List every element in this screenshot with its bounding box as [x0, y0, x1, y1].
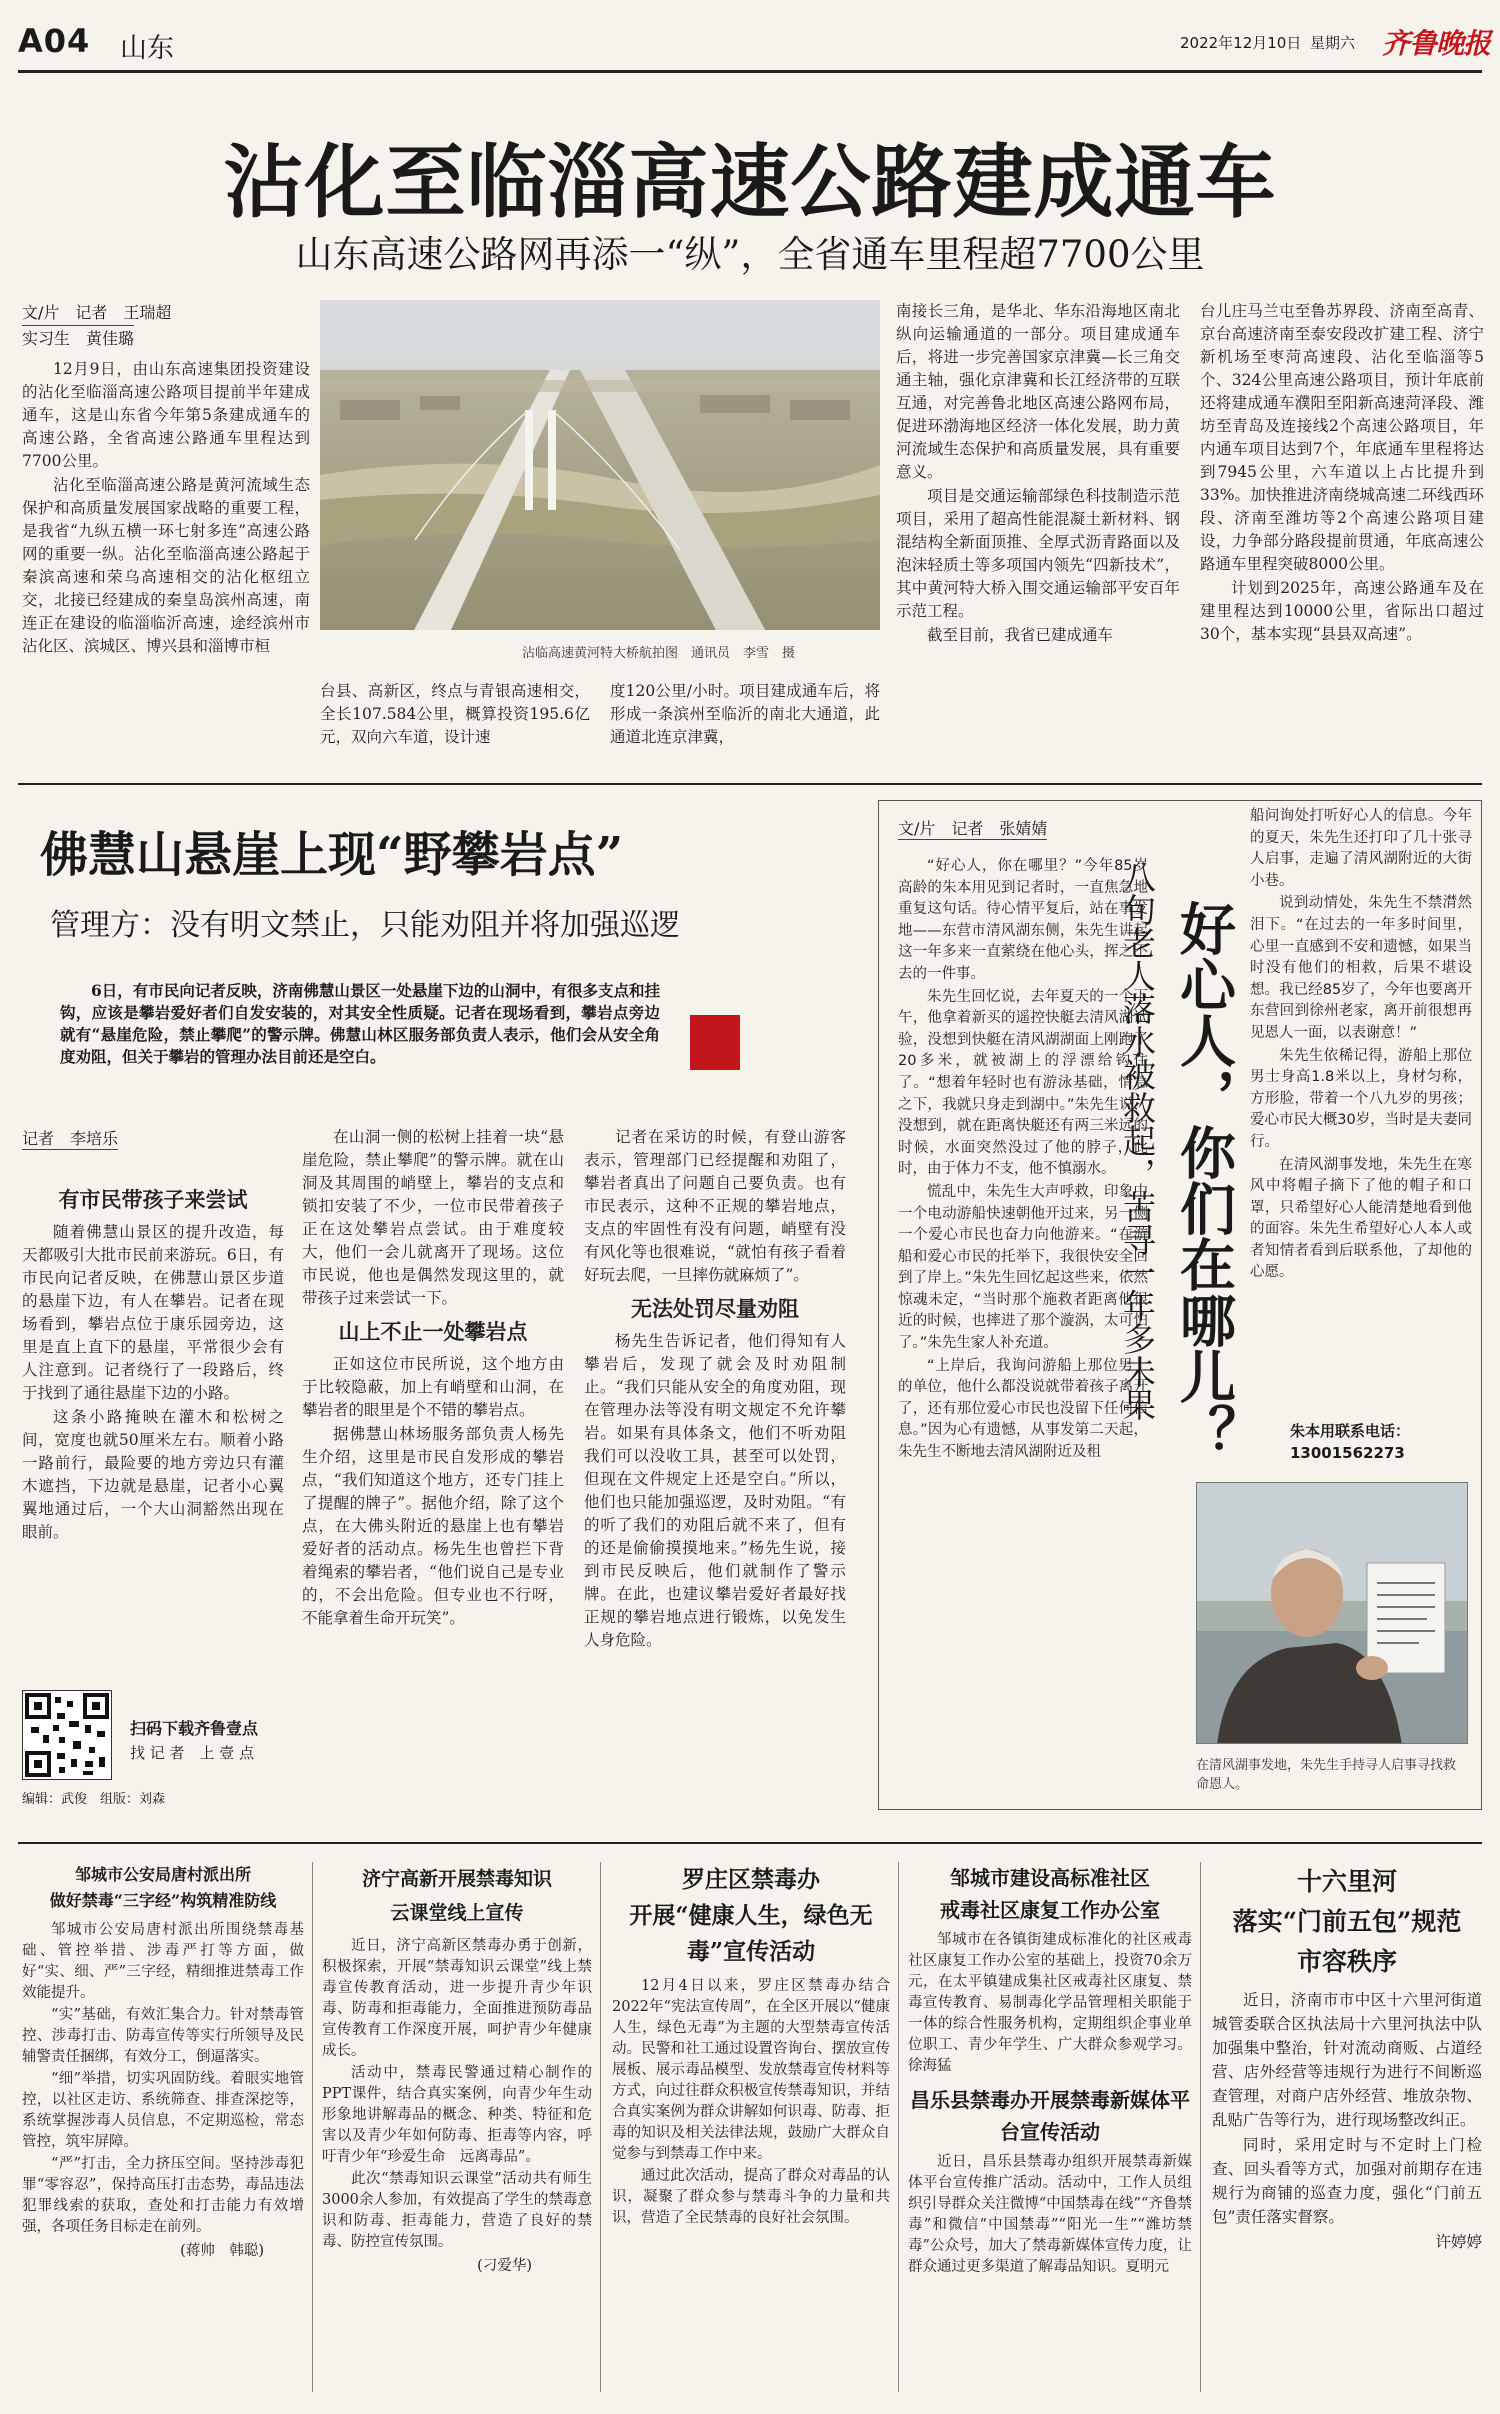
qr-subtitle: 找 记 者 上 壹 点 [130, 1744, 255, 1762]
cliff-red-box [690, 1015, 740, 1070]
qr-code[interactable] [22, 1690, 112, 1780]
brief-1-author: (蒋帅 韩聪) [180, 2243, 264, 2259]
goodman-col-3: 船问询处打听好心人的信息。今年的夏天，朱先生还打印了几十张寻人启事，走遍了清风湖附近的大街小巷。 说到动情处，朱先生不禁潸然泪下。“在过去的一年多时间里，心里一直感到不安和遗憾，如果当时没有他们的相救，后果不堪设想。我已经85岁了，今年也要离开东营回到徐州老家，离开前很想再见恩人一面，以表谢意！” 朱先生依稀记得，游船上那位男士身高1.8米以上，身材匀称，方形脸，带着一个八九岁的男孩；爱心市民大概30岁，当时是夫妻同行。 在清风湖事发地，朱先生在寒风中将帽子摘下了他的帽子和口罩，只希望好心人能清楚地看到他的面容。朱先生希望好心人本人或者知情者看到后联系他，了却他的心愿。 [1250, 808, 1472, 1281]
brief-4-title: 戒毒社区康复工作办公室 [940, 1898, 1160, 1922]
cliff-col-3: 记者在采访的时候，有登山游客表示，管理部门已经提醒和劝阻了，攀岩者真出了问题自己要负责。也有市民表示，这种不正规的攀岩地点，支点的牢固性有没有问题，峭壁有没有风化等也很难说，“就怕有孩子看着好玩去爬，一旦摔伤就麻烦了”。 无法处罚尽量劝阻 杨先生告诉记者，他们得知有人攀岩后，发现了就会及时劝阻制止。“我们只能从安全的角度劝阻，现在管理办法等没有明文规定不允许攀岩。如果有具体条文，他们不听劝阻我们可以没收工具，甚至可以处罚，但现在文件规定上还是空白。”所以，他们也只能加强巡逻，及时劝阻。“有的听了我们的劝阻后就不来了，但有的还是偷偷摸摸地来。”杨先生说，接到市民反映后，他们就制作了警示牌。在此，也建议攀岩爱好者最好找正规的攀岩地点进行锻炼，以免发生人身危险。 [584, 1128, 846, 1649]
brief-1: 邹城市公安局唐村派出所 做好禁毒“三字经”构筑精准防线 邹城市公安局唐村派出所围绕禁毒基础、管控举措、涉毒严打等方面，做好“实、细、严”三字经，精细推进禁毒工作效能提升。 “实”基础，有效汇集合力。针对禁毒管控、涉毒打击、防毒宣传等实行所领导及民辅警责任捆绑，有效分工，倒逼落实。 “细”举措，切实巩固防线。着眼实地管控，以社区走访、系统筛查、排查深挖等，系统掌握涉毒人员信息，不定期巡检，常态管控，筑牢屏障。 “严”打击，全力挤压空间。坚持涉毒犯罪“零容忍”，保持高压打击态势，毒品违法犯罪线索的获取，查处和打击能力有效增强，各项任务目标走在前列。 (蒋帅 韩聪) [22, 1862, 304, 2392]
cliff-col-2: 在山洞一侧的松树上挂着一块“悬崖危险，禁止攀爬”的警示牌。就在山洞及其周围的峭壁上，攀岩的支点和锁扣安装了不少，一位市民带着孩子正在这处攀岩点尝试。由于难度较大，他们一会儿就离开了现场。这位市民说，他也是偶然发现这里的，就带孩子过来尝试一下。 山上不止一处攀岩点 正如这位市民所说，这个地方由于比较隐蔽，加上有峭壁和山洞，在攀岩者的眼里是个不错的攀岩点。 据佛慧山林场服务部负责人杨先生介绍，这里是市民自发形成的攀岩点，“我们知道这个地方，还专门挂上了提醒的牌子”。据他介绍，除了这个点，在大佛头附近的悬崖上也有攀岩爱好者的活动点。杨先生也曾拦下背着绳索的攀岩者，“他们说自己是专业的，不会出危险。但专业也不行呀，不能拿着生命开玩笑”。 [302, 1128, 564, 1627]
brief-6-title: 落实“门前五包”规范市容秩序 [1232, 1907, 1462, 1976]
qr-title: 扫码下载齐鲁壹点 [130, 1719, 259, 1738]
goodman-byline: 文/片 记者 张婧婧 [898, 816, 1047, 840]
goodman-col-1: “好心人，你在哪里？”今年85岁高龄的朱本用见到记者时，一直焦急地重复这句话。待心情平复后，站在事发地——东营市清风湖东侧，朱先生讲起这一年多来一直萦绕在他心头，挥之不去的一件事。 朱先生回忆说，去年夏天的一个下午，他拿着新买的遥控快艇去清风湖试验，没想到快艇在清风湖湖面上刚跑了20多米，就被湖上的浮漂给钩住了。“想着年轻时也有游泳基础，情急之下，我就只身走到湖中。”朱先生说，没想到，就在距离快艇还有两三米远的时候，水面突然没过了他的脖子，此时，由于体力不支，他不慎溺水。 慌乱中，朱先生大声呼救，印象中一个电动游船快速朝他开过来，另一侧一个爱心市民也奋力向他游来。“在游船和爱心市民的托举下，我很快安全回到了岸上。”朱先生回忆起这些来，依然惊魂未定，“当时那个施救者距离他很近的时候，也摔进了那个漩涡，太可怕了。”朱先生家人补充道。 “上岸后，我询问游船上那位男士的单位，他什么都没说就带着孩子离开了，还有那位爱心市民也没留下任何信息。”因为心有遗憾，从事发第二天起，朱先生不断地去清风湖附近及租 [898, 858, 1148, 1461]
brief-4-kicker: 邹城市建设高标准社区 [950, 1866, 1150, 1890]
header-rule [18, 70, 1482, 73]
brief-6-author: 许婷婷 [1435, 2233, 1482, 2251]
cliff-summary: 6日，有市民向记者反映，济南佛慧山景区一处悬崖下边的山洞中，有很多支点和挂钩，应该是攀岩爱好者们自发安装的，对其安全性质疑。记者在现场看到，攀岩点旁边就有“悬崖危险，禁止攀爬”的警示牌。佛慧山林区服务部负责人表示，他们会从安全角度劝阻，但关于攀岩的管理办法目前还是空白。 [60, 981, 660, 1066]
lead-col-5: 台儿庄马兰屯至鲁苏界段、济南至高青、京台高速济南至泰安段改扩建工程、济宁新机场至枣菏高速段、沾化至临淄等5个、324公里高速公路项目，预计年底前还将建成通车濮阳至阳新高速菏泽段、潍坊至青岛及连接线2个高速公路项目，年内通车项目达到7个，年底通车里程将达到7945公里，六车道以上占比提升到33%。加快推进济南绕城高速二环线西环段、济南至潍坊等2个高速公路项目建设，力争部分路段提前贯通，年底高速公路通车里程突破8000公里。 计划到2025年，高速公路通车及在建里程达到10000公里，省际出口超过30个，基本实现“县县双高速”。 [1200, 302, 1484, 643]
lead-bottom-rule [18, 783, 1482, 785]
lead-col-1: 12月9日，由山东高速集团投资建设的沾化至临淄高速公路项目提前半年建成通车，这是山东省今年第5条建成通车的高速公路，全省高速公路通车里程达到7700公里。 沾化至临淄高速公路是黄河流域生态保护和高质量发展国家战略的重要工程，是我省“九纵五横一环七射多连”高速公路网的重要一纵。沾化至临淄高速公路起于秦滨高速和荣乌高速相交的沾化枢纽立交，北接已经建成的秦皇岛滨州高速，南连正在建设的临淄临沂高速，途经滨州市沾化区、滨城区、博兴县和淄博市桓 [22, 360, 310, 655]
bridge-photo-caption: 沾临高速黄河特大桥航拍图 通讯员 李雪 摄 [522, 646, 796, 661]
brief-2-author: (刁爱华) [477, 2258, 532, 2274]
brief-divider-3 [898, 1862, 899, 2392]
brief-divider-1 [312, 1862, 313, 2392]
page-number: A04 [18, 22, 91, 60]
brief-divider-2 [600, 1862, 601, 2392]
man-photo-caption: 在清风湖事发地，朱先生手持寻人启事寻找救命恩人。 [1196, 1758, 1457, 1792]
brief-4: 邹城市建设高标准社区 戒毒社区康复工作办公室 邹城市在各镇街建成标准化的社区戒毒社区康复工作办公室的基础上，投资70余万元，在太平镇建成集社区戒毒社区康复、禁毒宣传教育、易制毒化学品管理相关职能于一体的综合性服务机构，定期组织企事业单位职工、青少年学生、广大群众参观学习。徐海猛 昌乐县禁毒办开展禁毒新媒体平台宣传活动 近日，昌乐县禁毒办组织开展禁毒新媒体平台宣传推广活动。活动中，工作人员组织引导群众关注微博“中国禁毒在线”“齐鲁禁毒”和微信“中国禁毒”“阳光一生”“潍坊禁毒”公众号，加大了禁毒新媒体宣传力度，让群众通过更多渠道了解毒品知识。夏明元 [908, 1862, 1192, 2392]
cliff-subhead-2: 山上不止一处攀岩点 [338, 1319, 528, 1344]
brief-3: 罗庄区禁毒办 开展“健康人生，绿色无毒”宣传活动 12月4日以来，罗庄区禁毒办结合2022年“宪法宣传周”，在全区开展以“健康人生，绿色无毒”为主题的大型禁毒宣传活动。民警和社工通过设置咨询台、摆放宣传展板、展示毒品模型、发放禁毒宣传材料等方式，向过往群众积极宣传禁毒知识，并结合真实案例为群众讲解如何识毒、防毒、拒毒的知识及相关法律法规，鼓励广大群众自觉参与到禁毒工作中来。 通过此次活动，提高了群众对毒品的认识，凝聚了群众参与禁毒斗争的力量和共识，营造了全民禁毒的良好社会氛围。 [612, 1862, 890, 2392]
lead-title: 沾化至临淄高速公路建成通车 [223, 135, 1277, 229]
brief-divider-4 [1200, 1862, 1201, 2392]
issue-weekday: 星期六 [1310, 34, 1356, 52]
brief-6: 十六里河 落实“门前五包”规范市容秩序 近日，济南市市中区十六里河街道城管委联合区执法局十六里河执法中队加强集中整治，针对流动商贩、占道经营、店外经营等违规行为进行不间断巡查管理，对商户店外经营、堆放杂物、乱贴广告等行为，进行现场整改纠正。 同时，采用定时与不定时上门检查、回头看等方式，加强对前期存在违规行为商铺的巡查力度，强化“门前五包”责任落实督察。 许婷婷 [1212, 1862, 1482, 2392]
cliff-col-1: 有市民带孩子来尝试 随着佛慧山景区的提升改造，每天都吸引大批市民前来游玩。6日，有市民向记者反映，在佛慧山景区步道的悬崖下边，有人在攀岩。记者在现场看到，攀岩点位于康乐园旁边，这里是直上直下的悬崖，平常很少会有人注意到。记者绕行了一段路后，终于找到了通往悬崖下边的小路。 这条小路掩映在灌木和松树之间，宽度也就50厘米左右。顺着小路一路前行，最险要的地方旁边只有灌木遮挡，下边就是悬崖，记者小心翼翼地通过后，一个大山洞豁然出现在眼前。 [22, 1187, 284, 1541]
cliff-byline: 记者 李培乐 [22, 1126, 118, 1150]
cliff-subhead-3: 无法处罚尽量劝阻 [631, 1296, 799, 1321]
editor-line: 编辑：武俊 组版：刘森 [22, 1792, 166, 1807]
lead-subtitle: 山东高速公路网再添一“纵”，全省通车里程超7700公里 [295, 233, 1205, 276]
contact-label: 朱本用联系电话： [1290, 1422, 1411, 1440]
goodman-subtitle: 八旬老人落水被救起，苦寻一年多未果 [1118, 860, 1157, 1421]
bridge-photo [320, 300, 880, 676]
man-photo [1196, 1482, 1468, 1744]
paper-logo: 齐鲁晚报 [1382, 27, 1491, 60]
lead-col-4: 南接长三角，是华北、华东沿海地区南北纵向运输通道的一部分。项目建成通车后，将进一步完善国家京津冀—长三角交通主轴，强化京津冀和长江经济带的互联互通，对完善鲁北地区高速公路网布局，促进环渤海地区经济一体化发展，助力黄河流域生态保护和高质量发展，具有重要意义。 项目是交通运输部绿色科技制造示范项目，采用了超高性能混凝土新材料、钢混结构全新面顶推、全厚式沥青路面以及泡沫轻质土等多项国内领先“四新技术”，其中黄河特大桥入围交通运输部平安百年示范工程。 截至目前，我省已建成通车 [896, 302, 1180, 644]
brief-2-kicker: 济宁高新开展禁毒知识 [361, 1868, 552, 1890]
section-name: 山东 [120, 33, 174, 64]
lead-col-2: 台县、高新区，终点与青银高速相交，全长107.584公里，概算投资195.6亿元，双向六车道，设计速 [320, 682, 590, 746]
brief-3-kicker: 罗庄区禁毒办 [682, 1866, 820, 1893]
cliff-subtitle: 管理方：没有明文禁止，只能劝阻并将加强巡逻 [50, 908, 680, 943]
cliff-title: 佛慧山悬崖上现“野攀岩点” [40, 827, 624, 883]
goodman-title: 好心人，你们在哪儿？ [1171, 900, 1237, 1460]
brief-3-title: 开展“健康人生，绿色无毒”宣传活动 [629, 1902, 873, 1965]
issue-date: 2022年12月10日 [1180, 34, 1302, 52]
brief-2-title: 云课堂线上宣传 [390, 1902, 524, 1924]
lead-byline: 文/片 记者 王瑞超 实习生 黄佳璐 [22, 303, 172, 348]
lead-col-3: 度120公里/小时。项目建成通车后，将形成一条滨州至临沂的南北大通道，此通道北连京津冀， [610, 682, 880, 746]
brief-6-kicker: 十六里河 [1296, 1867, 1397, 1896]
brief-1-kicker: 邹城市公安局唐村派出所 [74, 1865, 251, 1884]
cliff-subhead-1: 有市民带孩子来尝试 [58, 1187, 248, 1212]
brief-5-title: 昌乐县禁毒办开展禁毒新媒体平台宣传活动 [910, 2088, 1190, 2144]
brief-2: 济宁高新开展禁毒知识 云课堂线上宣传 近日，济宁高新区禁毒办勇于创新，积极探索，开展“禁毒知识云课堂”线上禁毒宣传教育活动，进一步提升青少年识毒、防毒和拒毒能力，全面推进预防毒品宣传教育工作深度开展，呵护青少年健康成长。 活动中，禁毒民警通过精心制作的PPT课件，结合真实案例，向青少年生动形象地讲解毒品的概念、种类、特征和危害以及青少年如何防毒、拒毒等内容，呼吁青少年“珍爱生命 远离毒品”。 此次“禁毒知识云课堂”活动共有师生3000余人参加，有效提高了学生的禁毒意识和防毒、拒毒能力，营造了良好的禁毒、防控宣传氛围。 (刁爱华) [322, 1862, 592, 2392]
brief-1-title: 做好禁毒“三字经”构筑精准防线 [49, 1891, 277, 1910]
briefs-top-rule [18, 1842, 1482, 1844]
contact-phone: 13001562273 [1290, 1444, 1405, 1462]
